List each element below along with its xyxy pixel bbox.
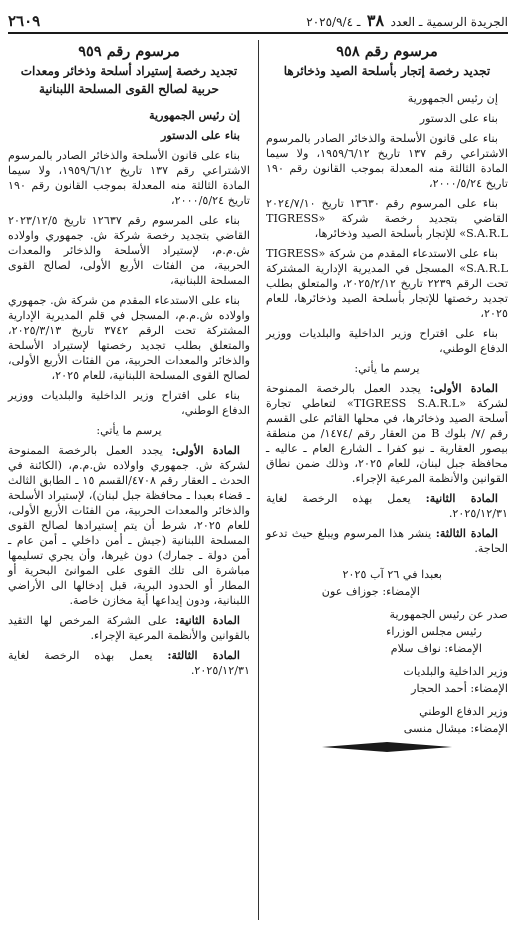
president-signature: الإمضاء: جوزاف عون bbox=[321, 584, 420, 598]
preamble-paragraph: بناء على قانون الأسلحة والذخائر الصادر بالمرسوم الاشتراعي رقم ١٣٧ تاريخ ١٩٥٩/٦/١٢، ولا سيما المادة الثالثة منه المعدلة بموجب القانون رقم ١٩٠ تاريخ ٢٠٠٠/٥/٢٤، bbox=[266, 131, 509, 190]
preamble-paragraph: بناء على المرسوم رقم ١٣٦٣٠ تاريخ ٢٠٢٤/٧/١٠ القاضي بتجديد رخصة شركة «TIGRESS S.A.R.L» للإتجار بأسلحة الصيد وذخائرها، bbox=[266, 196, 508, 240]
article-label: المادة الثالثة: bbox=[167, 648, 240, 663]
defense-minister-title: وزير الدفاع الوطني bbox=[419, 704, 508, 718]
pm-signature: الإمضاء: نواف سلام bbox=[390, 641, 482, 655]
article bbox=[266, 381, 508, 486]
article bbox=[266, 491, 508, 521]
preamble-paragraph: بناء على اقتراح وزير الداخلية والبلديات ووزير الدفاع الوطني، bbox=[266, 326, 508, 355]
interior-minister-title: وزير الداخلية والبلديات bbox=[403, 664, 508, 678]
end-of-decree-mark bbox=[266, 742, 508, 752]
article-text: يعمل بهذه الرخصة لغاية ٢٠٢٥/١٢/٣١. bbox=[266, 491, 508, 520]
decree-enactment: يرسم ما يأتي: bbox=[96, 424, 162, 438]
preamble-line: إن رئيس الجمهورية bbox=[407, 91, 498, 105]
decree-959 bbox=[8, 42, 250, 683]
preamble-line: بناء على الدستور bbox=[161, 128, 240, 143]
preamble-paragraph: بناء على قانون الأسلحة والذخائر الصادر بالمرسوم الاشتراعي رقم ١٣٧ تاريخ ١٩٥٩/٦/١٢، ولا سيما المادة الثالثة منه المعدلة بموجب القانون رقم ١٩٠ تاريخ ٢٠٠٠/٥/٢٤، bbox=[8, 149, 251, 208]
article-text: يجدد العمل بالرخصة الممنوحة لشركة ش. جمهوري واولاده ش.م.م، (الكائنة في الحدث ـ العقار رقم ٤٧٠٨/القسم ١٥ ـ الطابق الثالث ـ قضاء بعبدا ـ محافظة جبل لبنان)، لإستيراد الأسلحة والذخائر والمعدات الحربية، من الفئات الأربع الأولى، للعام ٢٠٢٥، شرط أن يتم إستيرادها لصالح القوى المسلحة اللبنانية (جيش ـ أمن داخلي ـ أمن عام ـ أمن دولة ـ جمارك) دون غيرها، وأن يجري تسليمها مباشرة الى تلك القوى على الموانئ البحرية أو المطار أو الحدود البرية، قبل إدخالها الى الأراضي اللبنانية، ودون إيداعها أية مخازن خاصة. bbox=[8, 444, 250, 608]
article-label: المادة الثانية: bbox=[425, 490, 499, 505]
article-label: المادة الأولى: bbox=[171, 443, 241, 458]
decree-title: مرسوم رقم ٩٥٨ bbox=[336, 43, 438, 60]
decree-subtitle: تجديد رخصة إتجار بأسلحة الصيد وذخائرها bbox=[283, 64, 491, 79]
column-divider bbox=[258, 40, 259, 920]
article bbox=[266, 526, 508, 556]
decree-enactment: يرسم ما يأتي: bbox=[354, 361, 420, 375]
article-text: ينشر هذا المرسوم ويبلغ حيث تدعو الحاجة. bbox=[266, 526, 508, 555]
issue-number: ٣٨ bbox=[366, 11, 385, 31]
article bbox=[8, 648, 250, 678]
article-label: المادة الأولى: bbox=[429, 380, 499, 395]
decree-title: مرسوم رقم ٩٥٩ bbox=[78, 43, 180, 60]
preamble-paragraph: بناء على المرسوم رقم ١٢٦٣٧ تاريخ ٢٠٢٣/١٢/٥ القاضي بتجديد رخصة شركة ش. جمهوري واولاده ش.م.م، لإستيراد الأسلحة والذخائر والمعدات الحربية، من الفئات الأربع الأولى، لصالح القوى المسلحة اللبنانية، bbox=[8, 214, 250, 288]
article bbox=[8, 443, 250, 608]
article-text: يجدد العمل بالرخصة الممنوحة لشركة «TIGRESS S.A.R.L» لتعاطي تجارة أسلحة الصيد وذخائرها، في محلها القائم على القسم رقم /٧/ بلوك B من العقار رقم /١٤٧٤/ من منطقة بيصور العقارية ـ نيو كفرا ـ الشارع العام ـ عاليه ـ محافظة جبل لبنان، للعام ٢٠٢٥، وذلك ضمن نطاق القوانين والأنظمة المرعية الإجراء. bbox=[266, 381, 508, 485]
gazette-title bbox=[306, 10, 508, 31]
issued-by: صدر عن رئيس الجمهورية bbox=[389, 607, 508, 621]
preamble-paragraph: بناء على الاستدعاء المقدم من شركة «TIGRESS S.A.R.L» المسجل في المديرية الإدارية المشتركة تحت الرقم ٢٢٣٩ تاريخ ٢٠٢٥/٢/١٢، والمتعلق بطلب تجديد رخصتها للإتجار بأسلحة الصيد وذخائرها، للعام ٢٠٢٥، bbox=[266, 246, 508, 320]
article-label: المادة الثالثة: bbox=[435, 525, 498, 540]
interior-minister-signature: الإمضاء: أحمد الحجار bbox=[411, 681, 508, 695]
preamble-paragraph: بناء على الاستدعاء المقدم من شركة ش. جمهوري واولاده ش.م.م، المسجل في قلم المديرية الإدارية المشتركة تحت الرقم ٣٧٤٢ تاريخ ٢٠٢٥/٣/١٣، والمتعلق بطلب تجديد رخصتها لإستيراد الأسلحة والذخائر والمعدات الحربية، من الفئات الأربع الأولى، لصالح القوى المسلحة اللبنانية، للعام ٢٠٢٥، bbox=[8, 294, 251, 383]
issue-date: ـ ٢٠٢٥/٩/٤ bbox=[306, 15, 361, 30]
pm-title: رئيس مجلس الوزراء bbox=[386, 624, 482, 638]
article-text: على الشركة المرخص لها التقيد بالقوانين والأنظمة المرعية الإجراء. bbox=[8, 614, 250, 643]
article-label: المادة الثانية: bbox=[175, 613, 240, 628]
preamble-paragraph: بناء على اقتراح وزير الداخلية والبلديات ووزير الدفاع الوطني، bbox=[8, 389, 250, 418]
page-number: ٢٦٠٩ bbox=[8, 11, 41, 30]
decree-subtitle: تجديد رخصة إستيراد أسلحة وذخائر ومعدات حربية لصالح القوى المسلحة اللبنانية bbox=[20, 64, 238, 96]
article-text: يعمل بهذه الرخصة لغاية ٢٠٢٥/١٢/٣١. bbox=[8, 649, 250, 678]
preamble-line: بناء على الدستور bbox=[419, 111, 498, 125]
signing-date: بعبدا في ٢٦ آب ٢٠٢٥ bbox=[342, 567, 442, 581]
page-header bbox=[8, 10, 508, 34]
article bbox=[8, 613, 250, 643]
decree-958 bbox=[266, 42, 508, 752]
header-title: الجريدة الرسمية ـ العدد bbox=[390, 15, 508, 30]
defense-minister-signature: الإمضاء: ميشال منسى bbox=[403, 721, 508, 735]
preamble-line: إن رئيس الجمهورية bbox=[149, 108, 240, 123]
